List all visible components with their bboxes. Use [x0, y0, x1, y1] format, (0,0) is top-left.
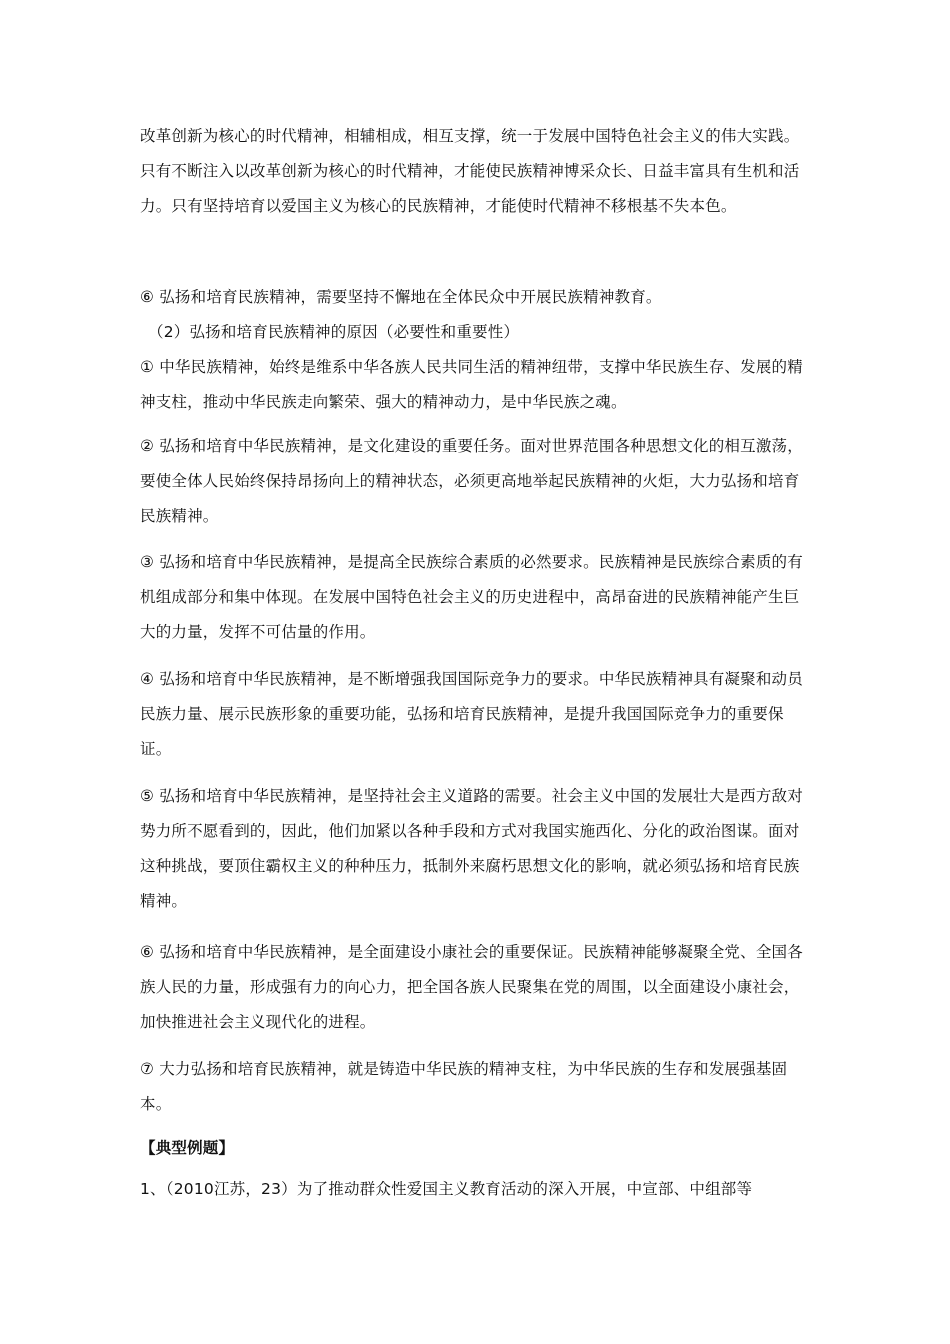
paragraph-reason-4: ④ 弘扬和培育中华民族精神，是不断增强我国国际竞争力的要求。中华民族精神具有凝聚和动员民族力量、展示民族形象的重要功能，弘扬和培育民族精神，是提升我国国际竞争力的重要保证。 — [140, 670, 803, 758]
paragraph-point-6: ⑥ 弘扬和培育民族精神，需要坚持不懈地在全体民众中开展民族精神教育。 — [140, 288, 662, 306]
example-question-1: 1、（2010江苏，23）为了推动群众性爱国主义教育活动的深入开展，中宣部、中组部等 — [140, 1180, 753, 1198]
paragraph-reason-3: ③ 弘扬和培育中华民族精神，是提高全民族综合素质的必然要求。民族精神是民族综合素质的有机组成部分和集中体现。在发展中国特色社会主义的历史进程中，高昂奋进的民族精神能产生巨大的力量，发挥不可估量的作用。 — [140, 553, 803, 641]
paragraph-reason-6: ⑥ 弘扬和培育中华民族精神，是全面建设小康社会的重要保证。民族精神能够凝聚全党、全国各族人民的力量，形成强有力的向心力，把全国各族人民聚集在党的周围，以全面建设小康社会，加快推进社会主义现代化的进程。 — [140, 943, 803, 1031]
section-heading: 【典型例题】 — [140, 1139, 235, 1157]
paragraph-intro: 改革创新为核心的时代精神，相辅相成，相互支撑，统一于发展中国特色社会主义的伟大实践。只有不断注入以改革创新为核心的时代精神，才能使民族精神博采众长、日益丰富具有生机和活力。只有坚持培育以爱国主义为核心的民族精神，才能使时代精神不移根基不失本色。 — [140, 127, 800, 215]
paragraph-reason-5: ⑤ 弘扬和培育中华民族精神，是坚持社会主义道路的需要。社会主义中国的发展壮大是西方敌对势力所不愿看到的，因此，他们加紧以各种手段和方式对我国实施西化、分化的政治图谋。面对这种挑战，要顶住霸权主义的种种压力，抵制外来腐朽思想文化的影响，就必须弘扬和培育民族精神。 — [140, 787, 803, 910]
paragraph-reason-7: ⑦ 大力弘扬和培育民族精神，就是铸造中华民族的精神支柱，为中华民族的生存和发展强基固本。 — [140, 1060, 788, 1113]
subsection-heading: （2）弘扬和培育民族精神的原因（必要性和重要性） — [148, 323, 520, 341]
paragraph-reason-2: ② 弘扬和培育中华民族精神，是文化建设的重要任务。面对世界范围各种思想文化的相互激荡，要使全体人民始终保持昂扬向上的精神状态，必须更高地举起民族精神的火炬，大力弘扬和培育民族精神。 — [140, 437, 803, 525]
paragraph-reason-1: ① 中华民族精神，始终是维系中华各族人民共同生活的精神纽带，支撑中华民族生存、发展的精神支柱，推动中华民族走向繁荣、强大的精神动力，是中华民族之魂。 — [140, 358, 803, 411]
